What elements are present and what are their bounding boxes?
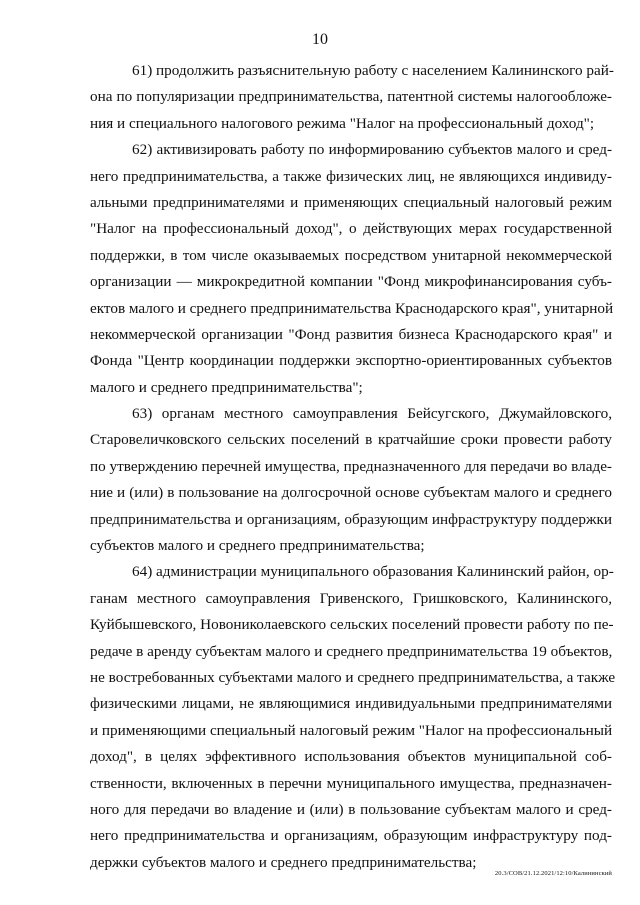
text-line: ние и (или) в пользование на долгосрочной основе субъектам малого и среднего: [90, 484, 612, 502]
document-footer-code: 20.3/СОВ/21.12.2021/12:10/Калининский: [494, 870, 612, 877]
text-line: некоммерческой организации "Фонд развития бизнеса Краснодарского края" и: [90, 325, 612, 343]
text-line: физическими лицами, не являющимися индивидуальными предпринимателями: [90, 695, 612, 713]
text-line: Куйбышевского, Новониколаевского сельских поселений провести работу по пе-: [90, 616, 614, 634]
paragraph-63: [90, 401, 612, 559]
text-line: ганам местного самоуправления Гривенского, Гришковского, Калининского,: [90, 589, 612, 607]
text-line: 62) активизировать работу по информированию субъектов малого и сред-: [132, 141, 612, 159]
text-line: альными предпринимателями и применяющих специальный налоговый режим: [90, 193, 612, 211]
text-line: малого и среднего предпринимательства";: [90, 378, 363, 396]
text-line: ния и специального налогового режима "Налог на профессиональный доход";: [90, 114, 595, 132]
text-line: ственности, включенных в перечни муниципального имущества, предназначен-: [90, 774, 612, 792]
text-line: 64) администрации муниципального образования Калининский район, ор-: [132, 563, 614, 581]
text-line: 61) продолжить разъяснительную работу с населением Калининского рай-: [132, 62, 614, 79]
text-line: по утверждению перечней имущества, предназначенного для передачи во владе-: [90, 457, 612, 475]
text-line: субъектов малого и среднего предпринимательства;: [90, 537, 425, 555]
text-line: она по популяризации предпринимательства, патентной системы налогообложе-: [90, 88, 612, 106]
text-line: Старовеличковского сельских поселений в кратчайшие сроки провести работу: [90, 431, 612, 449]
page-number: 10: [312, 31, 328, 48]
text-line: держки субъектов малого и среднего предпринимательства;: [90, 853, 477, 871]
text-line: не востребованных субъектами малого и среднего предпринимательства, а также: [90, 668, 616, 686]
paragraph-61: [90, 58, 612, 137]
text-line: доход", в целях эффективного использования объектов муниципальной соб-: [90, 748, 612, 766]
document-body: [90, 58, 616, 876]
paragraph-64: [90, 559, 616, 876]
text-line: "Налог на профессиональный доход", о действующих мерах государственной: [90, 220, 612, 238]
text-line: ного для передачи во владение и (или) в пользование субъектам малого и сред-: [90, 800, 612, 818]
text-line: организации — микрокредитной компании "Фонд микрофинансирования субъ-: [90, 273, 612, 291]
text-line: него предпринимательства, а также физических лиц, не являющихся индивиду-: [90, 167, 612, 185]
text-line: 63) органам местного самоуправления Бейсугского, Джумайловского,: [132, 405, 612, 423]
text-line: предпринимательства и организациям, образующим инфраструктуру поддержки: [90, 510, 612, 528]
paragraph-62: [90, 137, 612, 401]
text-line: него предпринимательства и организациям, образующим инфраструктуру под-: [90, 827, 612, 845]
text-line: ектов малого и среднего предпринимательства Краснодарского края", унитарной: [90, 299, 614, 317]
text-line: и применяющими специальный налоговый режим "Налог на профессиональный: [90, 721, 613, 739]
text-line: редаче в аренду субъектам малого и среднего предпринимательства 19 объектов,: [90, 642, 613, 660]
text-line: поддержки, в том числе оказываемых посредством унитарной некоммерческой: [90, 246, 612, 264]
text-line: Фонда "Центр координации поддержки экспортно-ориентированных субъектов: [90, 352, 612, 370]
